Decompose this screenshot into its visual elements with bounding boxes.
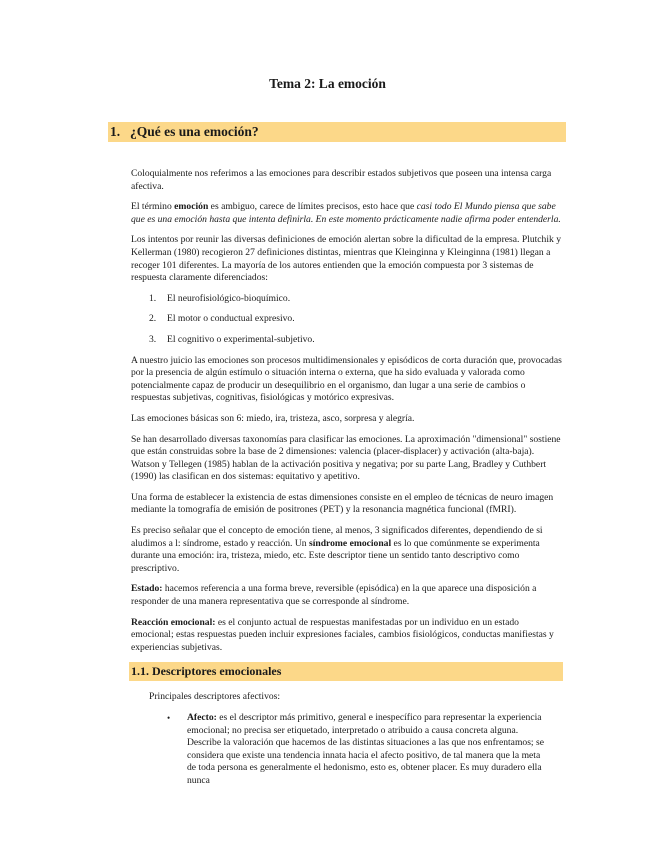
response-systems-list (131, 293, 563, 347)
paragraph-reaction (131, 617, 563, 655)
paragraph-descriptors-intro: Principales descriptores afectivos: (149, 691, 281, 703)
list-text: El motor o conductual expresivo. (167, 313, 295, 325)
bold-term: Estado: (131, 583, 163, 595)
list-item (167, 712, 563, 788)
paragraph-basic-emotions: Las emociones básicas son 6: miedo, ira, tristeza, asco, sorpresa y alegría. (131, 412, 415, 424)
list-number: 3. (149, 333, 157, 345)
list-number: 1. (149, 292, 157, 304)
list-item (149, 334, 563, 347)
list-text: El cognitivo o experimental-subjetivo. (167, 333, 315, 345)
list-number: 2. (149, 313, 157, 325)
paragraph-neuroimaging: Una forma de establecer la existencia de estas dimensiones consiste en el empleo de técnicas de neuro imagen mediante la tomografía de emisión de positrones (PET) y la resonancia magnética funcional (fMRI). (131, 491, 554, 516)
list-item (149, 313, 563, 326)
paragraph-judgment: A nuestro juicio las emociones son procesos multidimensionales y episódicos de corta duración que, provocadas por la presencia de algún estímulo o situación interna o externa, que ha sido evaluada y valorada como potencialmente capaz de producir un desequilibrio en el organismo, dan lugar a una serie de cambios o respuestas subjetivas, cognitivas, fisiológicas y motórico expresivas. (131, 354, 562, 404)
list-text (187, 712, 547, 788)
text-run: es lo que comúnmente se experimenta durante una emoción: ira, tristeza, miedo, etc. Este descriptor tiene un sentido tanto descriptivo como prescriptivo. (131, 537, 540, 574)
bold-term: síndrome emocional (308, 537, 392, 549)
paragraph-definitions: Los intentos por reunir las diversas definiciones de emoción alertan sobre la dificultad de la empresa. Plutchik y Kellerman (1980) recogieron 27 definiciones distintas, mientras que Kleinginna y Kleinginna (1981) llegan a recoger 101 diferentes. La mayoría de los autores entienden que la emoción compuesta por 3 sistemas de respuesta claramente diferenciados: (131, 234, 561, 284)
descriptors-list (131, 712, 563, 788)
text-run: es el conjunto actual de respuestas manifestadas por un individuo en un estado emocional; estas respuestas pueden incluir expresiones faciales, cambios fisiológicos, conductas manifiestas y experiencias subjetivas. (131, 616, 554, 653)
paragraph-term (131, 201, 563, 226)
italic-quote: casi todo El Mundo piensa que sabe que es una emoción hasta que intenta definirla. En este momento prácticamente nadie afirma poder entenderla. (131, 201, 561, 225)
paragraph-taxonomies: Se han desarrollado diversas taxonomías para clasificar las emociones. La aproximación "dimensional" sostiene que están construidas sobre la base de 2 dimensiones: valencia (placer-displacer) y activación (alta-baja). Watson y Tellegen (1985) hablan de la activación positiva y negativa; por su parte Lang, Bradley y Cuthbert (1990) las clasifican en dos sistemas: equitativo y apetitivo. (131, 433, 561, 483)
list-item (149, 293, 563, 306)
text-run: Es preciso señalar que el concepto de emoción tiene, al menos, 3 significados diferentes, dependiendo de si aludimos a l: síndrome, estado y reacción. Un (131, 525, 543, 549)
document-title: Tema 2: La emoción (269, 76, 386, 91)
paragraph-intro: Coloquialmente nos referimos a las emociones para describir estados subjetivos que poseen una intensa carga afectiva. (131, 168, 552, 192)
paragraph-meanings (131, 525, 563, 575)
section-heading-1 (108, 122, 566, 142)
paragraph-state (131, 583, 563, 608)
bullet-icon: • (167, 713, 171, 723)
text-run: es ambiguo, carece de límites precisos, esto hace que (208, 201, 417, 213)
section-heading-text: ¿Qué es una emoción? (130, 124, 259, 139)
bold-term: emoción (174, 201, 209, 213)
bold-term: Reacción emocional: (131, 616, 216, 628)
section-number: 1. (110, 124, 121, 139)
list-text: El neurofisiológico-bioquímico. (167, 292, 291, 304)
document-body (131, 168, 563, 788)
text-run: El término (131, 201, 175, 213)
text-run: hacemos referencia a una forma breve, reversible (episódica) en la que aparece una disposición a responder de una manera representativa que se corresponde al síndrome. (131, 583, 537, 608)
subsection-heading: 1.1. Descriptores emocionales (129, 662, 563, 681)
bold-term: Afecto: (187, 712, 217, 723)
text-run: es el descriptor más primitivo, general e inespecífico para representar la experiencia emocional; no precisa ser etiquetado, interpretado o atribuido a causa concreta alguna. Describe la valoración que hacemos de las distintas situaciones a las que nos enfrentamos; se considera que existe una tendencia innata hacia el afecto positivo, de tal manera que la meta de toda persona es generalmente el hedonismo, esto es, obtener placer. Es muy duradero ella nunca (187, 712, 544, 786)
